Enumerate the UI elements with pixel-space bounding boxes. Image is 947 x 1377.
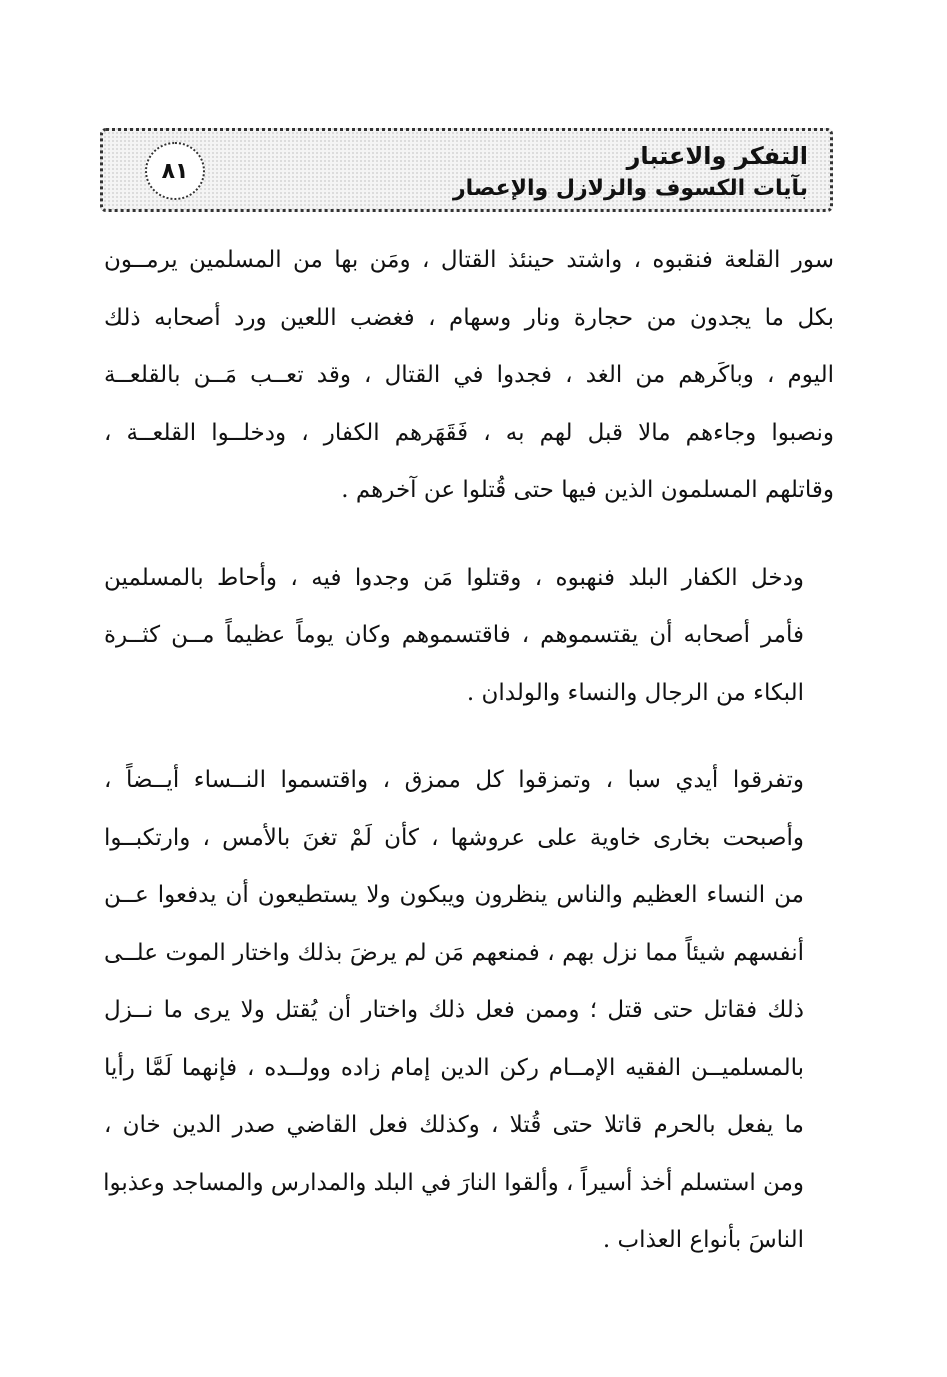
book-title-line-2: بآيات الكسوف والزلازل والإعصار xyxy=(453,176,808,201)
text-line: من النساء العظيم والناس ينظرون ويبكون ولا يستطيعون أن يدفعوا عــن xyxy=(104,882,804,908)
text-line: ومن استسلم أخذ أسيراً ، وألقوا النارَ في البلد والمدارس والمساجد وعذبوا xyxy=(103,1169,804,1196)
text-line: أنفسهم شيئاً مما نزل بهم ، فمنعهم مَن لم يرضَ بذلك واختار الموت علــى xyxy=(104,939,804,966)
text-line: سور القلعة فنقبوه ، واشتد حينئذ القتال ، ومَن بها من المسلمين يرمــون xyxy=(104,247,834,273)
header-titles xyxy=(453,139,808,205)
text-line: ما يفعل بالحرم قاتلا حتى قُتلا ، وكذلك فعل القاضي صدر الدين خان ، xyxy=(104,1112,804,1138)
body-text xyxy=(104,232,834,1270)
paragraph-2 xyxy=(104,550,834,723)
text-line: ونصبوا وجاءهم مالا قبل لهم به ، فَقَهَرهم الكفار ، ودخلــوا القلعــة ، xyxy=(104,419,834,446)
text-line: بالمسلميــن الفقيه الإمــام ركن الدين إمام زاده وولــده ، فإنهما لَمَّا رأيا xyxy=(104,1054,804,1081)
text-line: وأصبحت بخارى خاوية على عروشها ، كأن لَمْ تغنَ بالأمس ، وارتكبــوا xyxy=(104,824,804,851)
paragraph-3 xyxy=(104,752,834,1270)
text-line: البكاء من الرجال والنساء والولدان . xyxy=(466,679,804,706)
paragraph-1 xyxy=(104,232,834,520)
page-number-badge xyxy=(145,142,205,200)
text-line: الناسَ بأنواع العذاب . xyxy=(602,1227,804,1253)
text-line: ذلك فقاتل حتى قتل ؛ وممن فعل ذلك واختار أن يُقتل ولا يرى ما نــزل xyxy=(104,997,804,1023)
text-line: وتفرقوا أيدي سبا ، وتمزقوا كل ممزق ، واقتسموا النــساء أيــضاً ، xyxy=(104,767,804,793)
text-line: وقاتلهم المسلمون الذين فيها حتى قُتلوا عن آخرهم . xyxy=(341,477,834,503)
book-title-line-1: التفكر والاعتبار xyxy=(626,142,808,170)
text-line: بكل ما يجدون من حجارة ونار وسهام ، فغضب اللعين ورد أصحابه ذلك xyxy=(104,304,834,331)
text-line: فأمر أصحابه أن يقتسموهم ، فاقتسموهم وكان يوماً عظيماً مــن كثــرة xyxy=(104,622,804,648)
page-number: ٨١ xyxy=(161,158,189,184)
text-line: اليوم ، وباكَرهم من الغد ، فجدوا في القتال ، وقد تعــب مَــن بالقلعــة xyxy=(104,362,834,388)
text-line: ودخل الكفار البلد فنهبوه ، وقتلوا مَن وجدوا فيه ، وأحاط بالمسلمين xyxy=(104,564,804,591)
running-header xyxy=(100,128,833,212)
